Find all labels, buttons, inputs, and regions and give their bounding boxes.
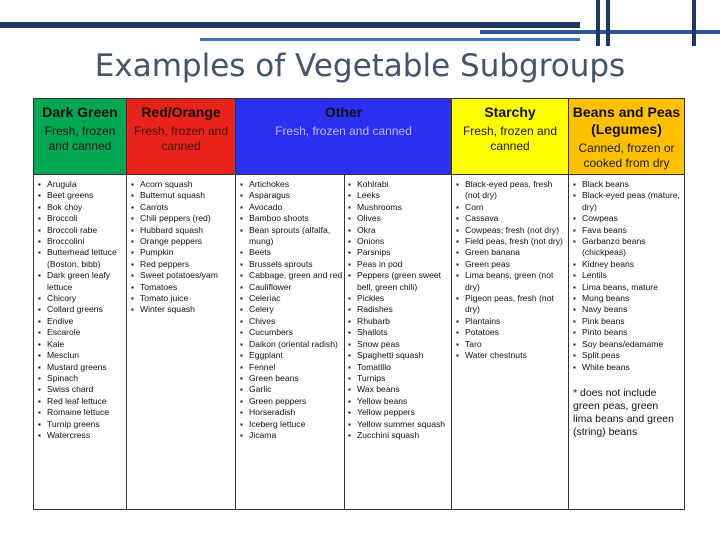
list-item: ▪ Taro <box>456 339 568 350</box>
list-item: ▪ Wax beans <box>348 384 452 395</box>
legume-note: * does not include green peas, green lima beans and green (string) beans <box>573 386 674 438</box>
list-item: ▪ Broccolini <box>38 236 126 247</box>
list-item: ▪ Green peppers <box>240 396 344 407</box>
list-item: ▪ Olives <box>348 213 452 224</box>
list-item: ▪ Cassava <box>456 213 568 224</box>
list-item: ▪ Turnips <box>348 373 452 384</box>
list-item: ▪ Orange peppers <box>131 236 235 247</box>
decor-bar <box>480 30 720 34</box>
list-item: ▪ Kale <box>38 339 126 350</box>
list-item: ▪ Kohlrabi <box>348 179 452 190</box>
list-item: ▪ Mesclun <box>38 350 126 361</box>
list-item: ▪ White beans <box>573 362 684 373</box>
list-item: ▪ Pigeon peas, fresh (not dry) <box>456 293 568 316</box>
list-item: ▪ Zucchini squash <box>348 430 452 441</box>
list-item: ▪ Yellow summer squash <box>348 419 452 430</box>
list-item: ▪ Mung beans <box>573 293 684 304</box>
list-item: ▪ Peas in pod <box>348 259 452 270</box>
list-item: ▪ Chicory <box>38 293 126 304</box>
list-item: ▪ Turnip greens <box>38 419 126 430</box>
list-item: ▪ Yellow beans <box>348 396 452 407</box>
column-subtitle: Fresh, frozen and canned <box>462 124 558 153</box>
column-other <box>236 99 452 509</box>
vegetable-table <box>33 98 685 510</box>
list-item: ▪ Collard greens <box>38 304 126 315</box>
list-item: ▪ Tomatillo <box>348 362 452 373</box>
column-title: Dark Green <box>42 104 118 120</box>
list-item: ▪ Butternut squash <box>131 190 235 201</box>
list-item: ▪ Broccoli <box>38 213 126 224</box>
list-item: ▪ Pink beans <box>573 316 684 327</box>
list-item: ▪ Celery <box>240 304 344 315</box>
list-item: ▪ Mustard greens <box>38 362 126 373</box>
list-item: ▪ Green peas <box>456 259 568 270</box>
list-item: ▪ Shallots <box>348 327 452 338</box>
list-item: ▪ Field peas, fresh (not dry) <box>456 236 568 247</box>
list-item: ▪ Escarole <box>38 327 126 338</box>
list-item: ▪ Black-eyed peas, fresh (not dry) <box>456 179 568 202</box>
list-item: ▪ Lentils <box>573 270 684 281</box>
list-item: ▪ Water chestnuts <box>456 350 568 361</box>
list-item: ▪ Sweet potatoes/yam <box>131 270 235 281</box>
list-item: ▪ Chives <box>240 316 344 327</box>
decor-bar <box>692 0 696 46</box>
list-item: ▪ Red leaf lettuce <box>38 396 126 407</box>
list-item: ▪ Bamboo shoots <box>240 213 344 224</box>
list-item: ▪ Soy beans/edamame <box>573 339 684 350</box>
column-subtitle: Fresh, frozen and canned <box>275 124 412 138</box>
list-item: ▪ Rhubarb <box>348 316 452 327</box>
list-item: ▪ Garlic <box>240 384 344 395</box>
list-item: ▪ Cabbage, green and red <box>240 270 344 281</box>
list-item: ▪ Brussels sprouts <box>240 259 344 270</box>
column-title: Red/Orange <box>141 104 221 120</box>
list-item: ▪ Lima beans, mature <box>573 282 684 293</box>
decor-bar <box>606 0 610 46</box>
list-item: ▪ Leeks <box>348 190 452 201</box>
decor-bar <box>0 22 580 28</box>
list-item: ▪ Black beans <box>573 179 684 190</box>
list-item: ▪ Jicama <box>240 430 344 441</box>
item-list <box>344 175 452 441</box>
item-list <box>127 175 235 316</box>
list-item: ▪ Pickles <box>348 293 452 304</box>
list-item: ▪ Arugula <box>38 179 126 190</box>
column-subtitle: Fresh, frozen and canned <box>133 124 229 153</box>
list-item: ▪ Lima beans, green (not dry) <box>456 270 568 293</box>
list-item: ▪ Kidney beans <box>573 259 684 270</box>
column-beans-peas <box>569 99 684 509</box>
list-item: ▪ Split peas <box>573 350 684 361</box>
list-item: ▪ Daikon (oriental radish) <box>240 339 344 350</box>
list-item: ▪ Asparagus <box>240 190 344 201</box>
column-header <box>569 99 684 174</box>
list-item: ▪ Tomato juice <box>131 293 235 304</box>
list-item: ▪ Potatoes <box>456 327 568 338</box>
list-item: ▪ Red peppers <box>131 259 235 270</box>
list-item: ▪ Green beans <box>240 373 344 384</box>
column-red-orange <box>127 99 236 509</box>
list-item: ▪ Beet greens <box>38 190 126 201</box>
list-item: ▪ Broccoli rabe <box>38 225 126 236</box>
column-dark-green <box>34 99 127 509</box>
list-item: ▪ Spinach <box>38 373 126 384</box>
list-item: ▪ Carrots <box>131 202 235 213</box>
list-item: ▪ Artichokes <box>240 179 344 190</box>
list-item: ▪ Iceberg lettuce <box>240 419 344 430</box>
list-item: ▪ Bean sprouts (alfalfa, mung) <box>240 225 344 248</box>
list-item: ▪ Bok choy <box>38 202 126 213</box>
list-item: ▪ Snow peas <box>348 339 452 350</box>
list-item: ▪ Parsnips <box>348 247 452 258</box>
list-item: ▪ Fennel <box>240 362 344 373</box>
list-item: ▪ Cauliflower <box>240 282 344 293</box>
column-title: Starchy <box>484 104 536 120</box>
list-item: ▪ Green banana <box>456 247 568 258</box>
list-item: ▪ Spaghetti squash <box>348 350 452 361</box>
list-item: ▪ Beets <box>240 247 344 258</box>
item-list <box>569 175 684 373</box>
list-item: ▪ Cucumbers <box>240 327 344 338</box>
list-item: ▪ Radishes <box>348 304 452 315</box>
decor-bar <box>596 0 600 46</box>
title-decoration <box>0 0 720 46</box>
list-item: ▪ Cowpeas, fresh (not dry) <box>456 225 568 236</box>
column-title: Other <box>324 104 363 120</box>
list-item: ▪ Dark green leafy lettuce <box>38 270 126 293</box>
list-item: ▪ Plantains <box>456 316 568 327</box>
page-title: Examples of Vegetable Subgroups <box>94 48 626 84</box>
list-item: ▪ Butterhead lettuce (Boston, bibb) <box>38 247 126 270</box>
list-item: ▪ Okra <box>348 225 452 236</box>
list-item: ▪ Avocado <box>240 202 344 213</box>
list-item: ▪ Chili peppers (red) <box>131 213 235 224</box>
list-item: ▪ Peppers (green sweet bell, green chili) <box>348 270 452 293</box>
list-item: ▪ Eggplant <box>240 350 344 361</box>
list-item: ▪ Navy beans <box>573 304 684 315</box>
list-item: ▪ Horseradish <box>240 407 344 418</box>
list-item: ▪ Cowpeas <box>573 213 684 224</box>
list-item: ▪ Winter squash <box>131 304 235 315</box>
list-item: ▪ Celeriac <box>240 293 344 304</box>
list-item: ▪ Corn <box>456 202 568 213</box>
column-header <box>127 99 235 174</box>
list-item: ▪ Watercress <box>38 430 126 441</box>
item-list <box>452 175 568 362</box>
list-item: ▪ Pumpkin <box>131 247 235 258</box>
list-item: ▪ Mushrooms <box>348 202 452 213</box>
list-item: ▪ Tomatoes <box>131 282 235 293</box>
decor-bar <box>200 38 580 41</box>
list-item: ▪ Hubbard squash <box>131 225 235 236</box>
column-starchy <box>452 99 569 509</box>
list-item: ▪ Black-eyed peas (mature, dry) <box>573 190 684 213</box>
list-item: ▪ Pinto beans <box>573 327 684 338</box>
list-item: ▪ Swiss chard <box>38 384 126 395</box>
list-item: ▪ Garbanzo beans (chickpeas) <box>573 236 684 259</box>
list-item: ▪ Onions <box>348 236 452 247</box>
column-header <box>34 99 126 174</box>
list-item: ▪ Endive <box>38 316 126 327</box>
list-item: ▪ Yellow peppers <box>348 407 452 418</box>
column-header <box>452 99 568 174</box>
column-subtitle: Fresh, frozen and canned <box>44 124 116 153</box>
item-list <box>236 175 344 441</box>
column-title: Beans and Peas (Legumes) <box>572 104 681 137</box>
list-item: ▪ Acorn squash <box>131 179 235 190</box>
column-subtitle: Canned, frozen or cooked from dry <box>578 141 675 170</box>
list-item: ▪ Romaine lettuce <box>38 407 126 418</box>
item-list <box>34 175 126 441</box>
column-header <box>236 99 451 174</box>
list-item: ▪ Fava beans <box>573 225 684 236</box>
